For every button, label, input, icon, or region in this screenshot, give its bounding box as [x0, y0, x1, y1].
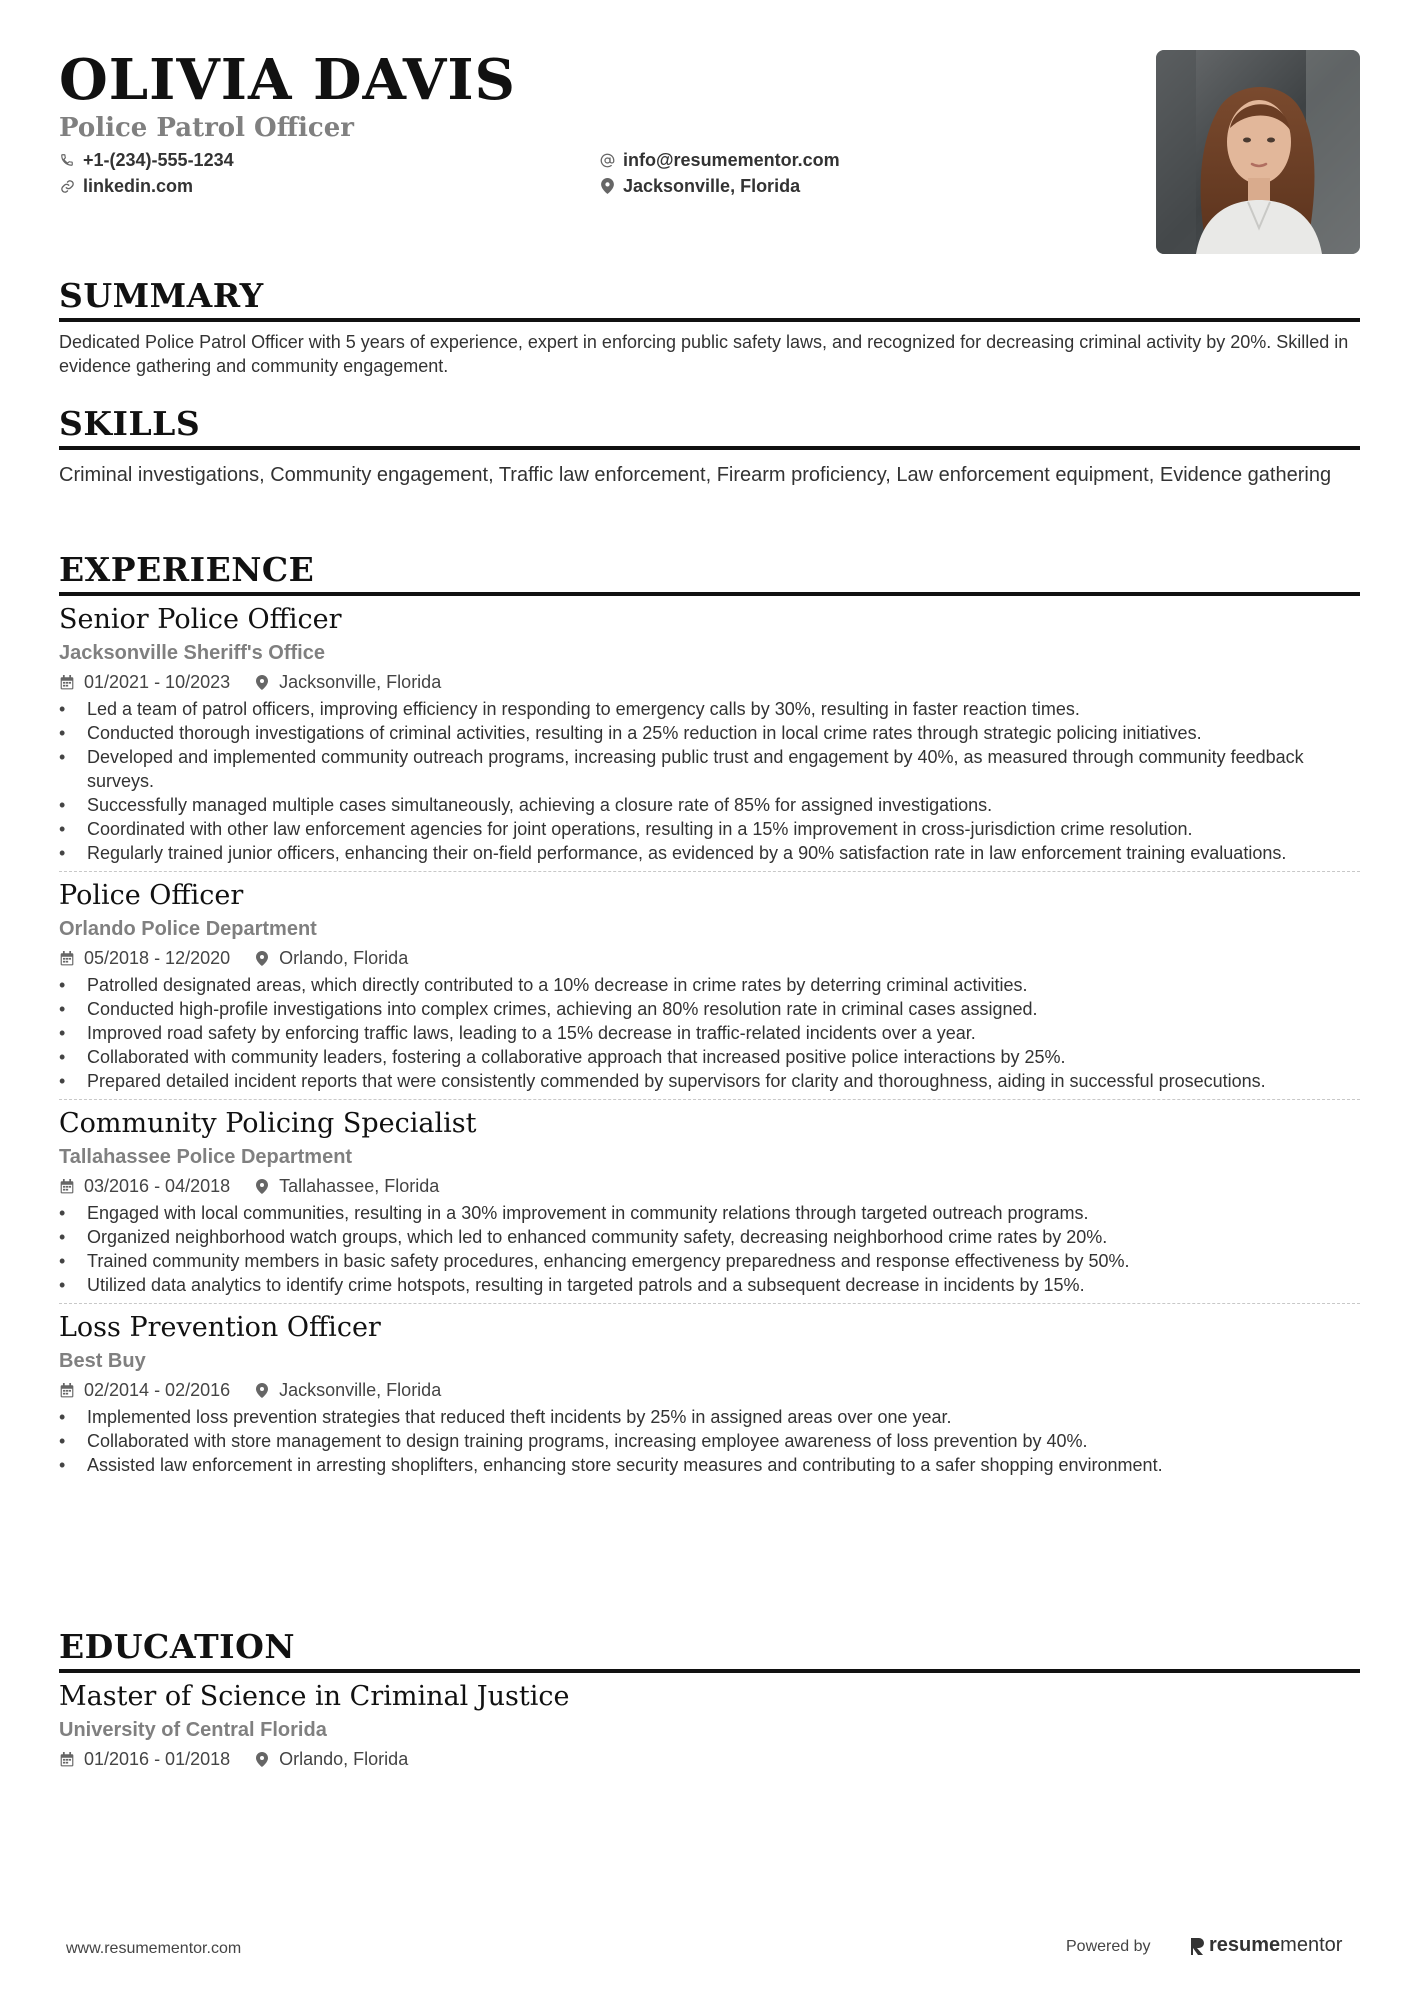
job-meta	[59, 669, 1360, 695]
education-dates: 01/2016 - 01/2018	[84, 1749, 231, 1769]
job-location-text: Orlando, Florida	[279, 948, 409, 968]
job-location-text: Jacksonville, Florida	[279, 1380, 442, 1400]
job-dates: 02/2014 - 02/2016	[84, 1380, 231, 1400]
calendar-icon	[59, 1178, 75, 1194]
map-pin-icon	[599, 178, 615, 194]
map-pin-icon	[254, 950, 270, 966]
summary-divider	[59, 318, 1360, 322]
summary-section	[59, 276, 1360, 378]
job-bullet: • Developed and implemented community outreach programs, increasing public trust and engagement by 40%, as measured through community feedback surveys.	[59, 745, 1360, 793]
calendar-icon	[59, 674, 75, 690]
job-bullet: • Conducted thorough investigations of criminal activities, resulting in a 25% reduction in local crime rates through strategic policing initiatives.	[59, 721, 1360, 745]
logo-text-bold: resume	[1209, 1934, 1281, 1956]
contact-email[interactable]	[599, 148, 840, 172]
job-entry	[59, 1106, 1360, 1304]
degree-title: Master of Science in Criminal Justice	[59, 1681, 570, 1712]
education-heading: EDUCATION	[59, 1627, 296, 1666]
job-title: Senior Police Officer	[59, 604, 342, 635]
job-meta	[59, 1173, 1360, 1199]
map-pin-icon	[254, 1751, 270, 1767]
calendar-icon	[59, 1751, 75, 1767]
job-bullet: • Organized neighborhood watch groups, which led to enhanced community safety, decreasing neighborhood crime rates by 20%.	[59, 1225, 1360, 1249]
phone-icon	[59, 152, 75, 168]
logo-text-light: mentor	[1280, 1934, 1343, 1956]
job-bullet: • Successfully managed multiple cases simultaneously, achieving a closure rate of 85% for assigned investigations.	[59, 793, 1360, 817]
footer-website[interactable]: www.resumementor.com	[66, 1940, 242, 1957]
job-bullet: • Trained community members in basic safety procedures, enhancing emergency preparedness and response effectiveness by 50%.	[59, 1249, 1360, 1273]
job-dates: 03/2016 - 04/2018	[84, 1176, 231, 1196]
job-bullet: • Collaborated with store management to design training programs, increasing employee awareness of loss prevention by 40%.	[59, 1429, 1360, 1453]
job-location	[254, 1377, 441, 1403]
job-location-text: Tallahassee, Florida	[279, 1176, 440, 1196]
job-bullet: • Conducted high-profile investigations into complex crimes, achieving an 80% resolution rate in criminal cases assigned.	[59, 997, 1360, 1021]
school-name: University of Central Florida	[59, 1719, 327, 1741]
calendar-icon	[59, 1382, 75, 1398]
skills-text: Criminal investigations, Community engagement, Traffic law enforcement, Firearm proficiency, Law enforcement equipment, Evidence gathering	[59, 464, 1332, 486]
job-company: Tallahassee Police Department	[59, 1146, 353, 1168]
job-title: Loss Prevention Officer	[59, 1312, 381, 1343]
job-location	[254, 945, 408, 971]
job-entry	[59, 602, 1360, 872]
job-bullets	[59, 973, 1360, 1093]
linkedin-link[interactable]: linkedin.com	[83, 176, 194, 196]
summary-text: Dedicated Police Patrol Officer with 5 years of experience, expert in enforcing public safety laws, and recognized for decreasing criminal activity by 20%. Skilled in evidence gathering and community engagement.	[59, 332, 1349, 376]
job-location	[254, 1173, 439, 1199]
skills-section	[59, 404, 1360, 489]
skills-divider	[59, 446, 1360, 450]
job-bullet: • Assisted law enforcement in arresting shoplifters, enhancing store security measures and contributing to a safer shopping environment.	[59, 1453, 1360, 1477]
job-bullet: • Coordinated with other law enforcement agencies for joint operations, resulting in a 15% improvement in cross-jurisdiction crime resolution.	[59, 817, 1360, 841]
logo-mark-icon	[1189, 1936, 1205, 1956]
job-bullet: • Utilized data analytics to identify crime hotspots, resulting in targeted patrols and a subsequent decrease in incidents by 15%.	[59, 1273, 1360, 1297]
job-bullet: • Regularly trained junior officers, enhancing their on-field performance, as evidenced by a 90% satisfaction rate in law enforcement training evaluations.	[59, 841, 1360, 865]
job-entry	[59, 878, 1360, 1100]
job-title: Police Officer	[59, 880, 244, 911]
education-location	[254, 1746, 408, 1772]
job-bullet: • Engaged with local communities, resulting in a 30% improvement in community relations through targeted outreach programs.	[59, 1201, 1360, 1225]
education-meta	[59, 1746, 1360, 1772]
location-text: Jacksonville, Florida	[623, 176, 801, 196]
job-company: Jacksonville Sheriff's Office	[59, 642, 325, 664]
job-entry	[59, 1310, 1360, 1483]
job-bullet: • Prepared detailed incident reports that were consistently commended by supervisors for clarity and thoroughness, aiding in successful prosecutions.	[59, 1069, 1360, 1093]
email-link[interactable]: info@resumementor.com	[623, 150, 840, 170]
education-divider	[59, 1669, 1360, 1673]
summary-heading: SUMMARY	[59, 276, 264, 315]
contact-location	[599, 174, 800, 198]
experience-divider	[59, 592, 1360, 596]
contact-phone	[59, 148, 234, 172]
job-location	[254, 669, 441, 695]
map-pin-icon	[254, 1178, 270, 1194]
job-bullets	[59, 697, 1360, 865]
experience-section	[59, 550, 1360, 1483]
resumementor-logo[interactable]	[1189, 1934, 1342, 1957]
job-list	[59, 602, 1360, 1483]
job-dates: 05/2018 - 12/2020	[84, 948, 231, 968]
job-bullets	[59, 1405, 1360, 1477]
job-bullet: • Improved road safety by enforcing traffic laws, leading to a 15% decrease in traffic-related incidents over a year.	[59, 1021, 1360, 1045]
job-bullets	[59, 1201, 1360, 1297]
job-meta	[59, 945, 1360, 971]
footer-powered-by: Powered by	[1066, 1938, 1151, 1955]
candidate-name: OLIVIA DAVIS	[59, 47, 516, 113]
job-title: Community Policing Specialist	[59, 1108, 477, 1139]
job-meta	[59, 1377, 1360, 1403]
job-dates: 01/2021 - 10/2023	[84, 672, 231, 692]
experience-heading: EXPERIENCE	[59, 550, 315, 589]
map-pin-icon	[254, 674, 270, 690]
skills-heading: SKILLS	[59, 404, 201, 443]
contact-linkedin[interactable]	[59, 174, 193, 198]
map-pin-icon	[254, 1382, 270, 1398]
at-icon	[599, 152, 615, 168]
job-bullet: • Patrolled designated areas, which directly contributed to a 10% decrease in crime rates by deterring criminal activities.	[59, 973, 1360, 997]
candidate-role: Police Patrol Officer	[59, 113, 354, 143]
job-company: Orlando Police Department	[59, 918, 317, 940]
link-icon	[59, 178, 75, 194]
job-bullet: • Collaborated with community leaders, fostering a collaborative approach that increased positive police interactions by 25%.	[59, 1045, 1360, 1069]
education-section	[59, 1627, 1360, 1772]
job-location-text: Jacksonville, Florida	[279, 672, 442, 692]
job-company: Best Buy	[59, 1350, 146, 1372]
calendar-icon	[59, 950, 75, 966]
job-bullet: • Led a team of patrol officers, improving efficiency in responding to emergency calls by 30%, resulting in faster reaction times.	[59, 697, 1360, 721]
phone-text: +1-(234)-555-1234	[83, 150, 234, 170]
job-bullet: • Implemented loss prevention strategies that reduced theft incidents by 25% in assigned areas over one year.	[59, 1405, 1360, 1429]
resume-page	[59, 0, 1360, 1769]
education-location-text: Orlando, Florida	[279, 1749, 409, 1769]
profile-photo	[1156, 50, 1360, 254]
resume-header	[59, 0, 1360, 260]
